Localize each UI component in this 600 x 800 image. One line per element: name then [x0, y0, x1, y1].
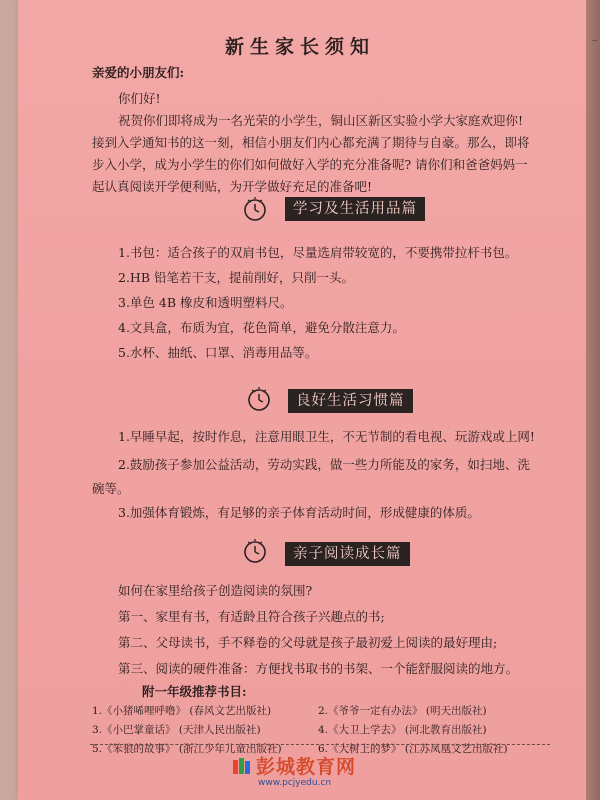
list-item: 2.鼓励孩子参加公益活动，劳动实践，做一些力所能及的家务，如扫地、洗 — [118, 457, 530, 472]
book-item: 3.《小巴掌童话》 (天津人民出版社) — [92, 724, 261, 736]
section-title-habits: 良好生活习惯篇 — [288, 389, 413, 413]
page-title: 新生家长须知 — [224, 36, 375, 58]
list-item: 3.单色 4B 橡皮和透明塑料尺。 — [118, 295, 293, 310]
list-item: 4.文具盒，布质为宜，花色简单，避免分散注意力。 — [118, 320, 405, 335]
list-item: 5.水杯、抽纸、口罩、消毒用品等。 — [118, 345, 318, 360]
list-item: 2.HB 铅笔若干支，提前削好，只削一头。 — [118, 270, 354, 285]
list-item: 第一、家里有书，有适龄且符合孩子兴趣点的书; — [118, 609, 385, 624]
intro-line-1: 祝贺你们即将成为一名光荣的小学生，铜山区新区实验小学大家庭欢迎你! — [118, 113, 524, 128]
clock-icon — [242, 196, 268, 222]
section-header-reading — [0, 538, 600, 572]
intro-line-4: 起认真阅读开学便利贴，为开学做好充足的准备吧! — [92, 179, 373, 194]
divider — [90, 744, 550, 745]
book-item: 2.《爷爷一定有办法》 (明天出版社) — [318, 705, 487, 717]
list-item: 第三、阅读的硬件准备：方便找书取书的书架、一个能舒服阅读的地方。 — [118, 661, 519, 676]
book-item: 5.《笨狼的故事》 (浙江少年儿童出版社) — [92, 743, 282, 755]
list-item: 3.加强体育锻炼，有足够的亲子体育活动时间，形成健康的体质。 — [118, 505, 480, 520]
list-item: 1.书包：适合孩子的双肩书包，尽量选肩带较宽的，不要携带拉杆书包。 — [118, 245, 518, 260]
watermark-url: www.pcjyedu.cn — [258, 778, 332, 788]
section-title-reading: 亲子阅读成长篇 — [285, 542, 410, 566]
list-item: 1.早睡早起，按时作息，注意用眼卫生，不无节制的看电视、玩游戏或上网! — [118, 429, 535, 444]
section-header-supplies — [0, 196, 600, 230]
section-title-supplies: 学习及生活用品篇 — [285, 197, 425, 221]
intro-line-3: 步入小学，成为小学生的你们如何做好入学的充分准备呢? 请你们和爸爸妈妈一 — [92, 157, 528, 172]
books-heading: 附一年级推荐书目: — [142, 684, 247, 699]
greeting: 亲爱的小朋友们: — [92, 65, 185, 80]
watermark-logo — [228, 752, 388, 792]
edge-glyph: ⁻ — [591, 36, 598, 50]
book-item: 6.《大树上的梦》 (江苏凤凰文艺出版社) — [318, 743, 508, 755]
hello-line: 你们好! — [118, 91, 161, 106]
list-item: 如何在家里给孩子创造阅读的氛围? — [118, 583, 313, 598]
clock-icon — [242, 538, 268, 564]
intro-line-2: 接到入学通知书的这一刻，相信小朋友们内心都充满了期待与自豪。那么，即将 — [92, 135, 530, 150]
clock-icon — [246, 386, 272, 412]
section-header-habits — [0, 386, 600, 420]
books-icon — [232, 756, 252, 776]
book-item: 4.《大卫上学去》 (河北教育出版社) — [318, 724, 487, 736]
list-item: 碗等。 — [92, 481, 130, 496]
watermark-name: 彭城教育网 — [256, 756, 357, 778]
book-item: 1.《小猪唏哩呼噜》 (春风文艺出版社) — [92, 705, 272, 717]
list-item: 第二、父母读书，手不释卷的父母就是孩子最初爱上阅读的最好理由; — [118, 635, 498, 650]
